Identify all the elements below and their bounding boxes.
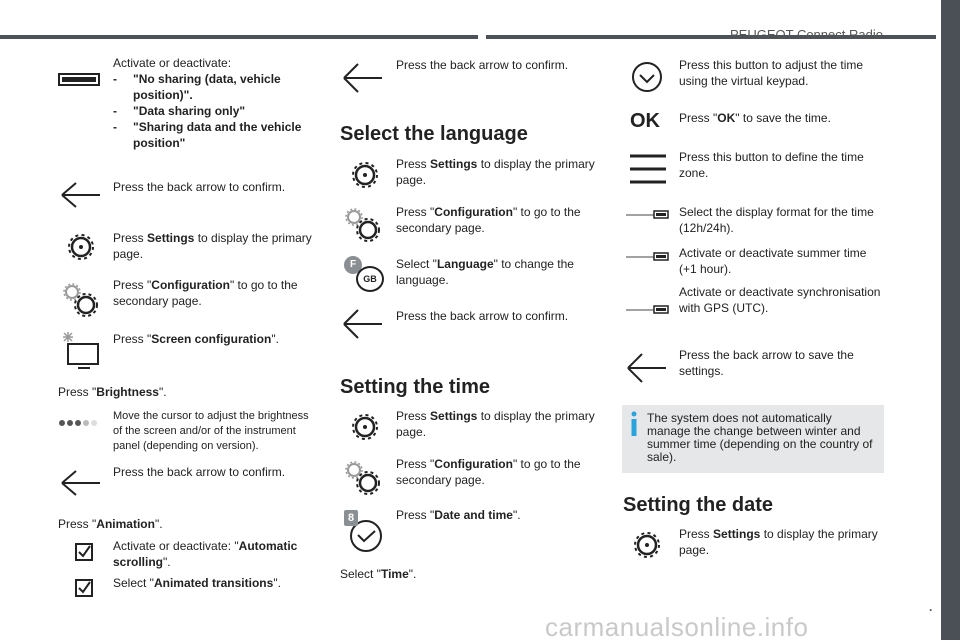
t-post: " to go to the secondary page. (396, 205, 581, 235)
brightness-slider-icon (58, 418, 102, 428)
t-post: ". (154, 517, 163, 531)
sharing-options (113, 55, 323, 151)
toggle-icon (626, 210, 670, 220)
sharing-option-data: - "Data sharing only" (113, 103, 323, 119)
t-post: ". (408, 567, 417, 581)
info-note-text: The system does not automatically manage the change between winter and summer time (depending on the country of sale). (647, 411, 873, 464)
t-bold: Settings (713, 527, 761, 541)
page-header-title: PEUGEOT Connect Radio (730, 27, 883, 42)
configuration-gears-icon (342, 458, 382, 498)
animated-transitions-text (113, 575, 323, 591)
lang-configuration-text (396, 204, 596, 236)
lang-back-text: Press the back arrow to confirm. (396, 309, 569, 323)
sharing-option-none: - "No sharing (data, vehicle position)". (113, 71, 323, 103)
setting-time-heading: Setting the time (340, 376, 491, 398)
t-pre: Press " (113, 278, 152, 292)
t-pre: Press (396, 409, 431, 423)
t-post: " to save the time. (735, 111, 831, 125)
t-bold: Animation (96, 517, 155, 531)
t-post: ". (273, 576, 281, 590)
t-pre: Press " (58, 517, 97, 531)
t-pre: Select " (340, 567, 381, 581)
t-post: to display the primary page. (396, 409, 595, 439)
sharing-option-all: - "Sharing data and the vehicle position" (113, 119, 323, 151)
flag-f: F (344, 256, 362, 274)
t-pre: Press " (396, 457, 435, 471)
t-pre: Press " (58, 385, 97, 399)
t-post: to display the primary page. (113, 231, 312, 261)
page-side-tab (941, 0, 960, 640)
settings-gear-icon (66, 232, 96, 262)
t-pre: Activate or deactivate: " (113, 539, 239, 553)
format-text: Select the display format for the time (12h/24h). (679, 205, 874, 235)
t-pre: Press (679, 527, 714, 541)
t-post: to display the primary page. (679, 527, 878, 557)
brightness-cursor-text: Move the cursor to adjust the brightness of the screen and/or of the instrument panel (depending on version). (113, 410, 309, 452)
configuration-gears-icon (60, 280, 100, 320)
time-configuration-text (396, 456, 596, 488)
t-post: ". (271, 332, 279, 346)
select-time-text (340, 566, 540, 582)
t-bold: Language (436, 257, 494, 271)
timezone-text: Press this button to define the time zone. (679, 150, 864, 180)
t-pre: Press " (396, 508, 435, 522)
checkbox-icon (74, 542, 94, 562)
setting-date-heading: Setting the date (623, 494, 774, 516)
watermark: carmanualsonline.info (545, 612, 809, 642)
screen-config-text (113, 331, 313, 347)
t-bold: Date and time (434, 508, 513, 522)
back-arrow-icon (340, 60, 384, 96)
t-post: " to go to the secondary page. (396, 457, 581, 487)
configuration-gears-icon (342, 205, 382, 245)
select-language-heading: Select the language (340, 123, 528, 145)
sharing-lead: Activate or deactivate: (113, 56, 232, 70)
toggle-icon (58, 72, 100, 88)
t-pre: Press " (113, 332, 152, 346)
back-confirm-text-2: Press the back arrow to confirm. (113, 465, 286, 479)
ok-icon: OK (630, 110, 660, 132)
back-arrow-icon (624, 350, 668, 386)
gps-sync-text: Activate or deactivate synchronisation with GPS (UTC). (679, 285, 881, 315)
t-post: ". (163, 555, 171, 569)
info-icon (630, 411, 638, 437)
lang-select-text (396, 256, 596, 288)
t-bold: Settings (147, 231, 195, 245)
screen-brightness-icon (58, 330, 102, 372)
header-rule-left (0, 35, 478, 39)
t-bold: Screen configuration (151, 332, 272, 346)
t-post: ". (512, 508, 521, 522)
ok-text (679, 110, 884, 126)
toggle-icon (626, 305, 670, 315)
t-bold: Configuration (151, 278, 230, 292)
t-bold: Automatic scrolling (113, 539, 298, 569)
keypad-clock-icon (630, 60, 664, 94)
settings-gear-icon (350, 160, 380, 190)
continue-mark: . (929, 600, 933, 614)
calendar-badge: 8 (344, 510, 358, 526)
t-pre: Select " (113, 576, 154, 590)
t-post: ". (158, 385, 167, 399)
t-post: " to go to the secondary page. (113, 278, 298, 308)
settings-text (113, 230, 313, 262)
settings-gear-icon (350, 412, 380, 442)
time-settings-text (396, 408, 596, 440)
language-flag-icon (344, 256, 386, 290)
back-arrow-icon (58, 468, 102, 498)
t-bold: Configuration (434, 457, 513, 471)
t-bold: Animated transitions (153, 576, 274, 590)
toggle-icon (626, 252, 670, 262)
date-time-text (396, 507, 596, 523)
back-arrow-icon (58, 180, 102, 210)
back-confirm-text-3: Press the back arrow to confirm. (396, 58, 569, 72)
t-bold: Settings (430, 157, 478, 171)
t-pre: Press " (679, 111, 718, 125)
page-number: 17 (928, 624, 941, 636)
t-bold: Configuration (434, 205, 513, 219)
t-pre: Press (113, 231, 148, 245)
back-save-text: Press the back arrow to save the settings. (679, 348, 854, 378)
t-pre: Select " (396, 257, 437, 271)
t-post: " to change the language. (396, 257, 574, 287)
brightness-text (58, 384, 308, 400)
configuration-text (113, 277, 313, 309)
date-time-clock-icon (344, 510, 386, 554)
list-menu-icon (628, 152, 668, 186)
back-confirm-text: Press the back arrow to confirm. (113, 180, 286, 194)
checkbox-icon (74, 578, 94, 598)
animation-text (58, 516, 308, 532)
keypad-text: Press this button to adjust the time using the virtual keypad. (679, 58, 864, 88)
back-arrow-icon (340, 306, 384, 342)
t-pre: Press (396, 157, 431, 171)
flag-gb: GB (356, 266, 384, 292)
settings-gear-icon (632, 530, 662, 560)
t-pre: Press " (396, 205, 435, 219)
t-bold: Time (380, 567, 409, 581)
t-post: to display the primary page. (396, 157, 595, 187)
auto-scroll-text (113, 538, 313, 570)
t-bold: Brightness (96, 385, 159, 399)
date-settings-text (679, 526, 884, 558)
lang-settings-text (396, 156, 596, 188)
t-bold: Settings (430, 409, 478, 423)
t-bold: OK (717, 111, 736, 125)
summer-time-text: Activate or deactivate summer time (+1 hour). (679, 246, 867, 276)
